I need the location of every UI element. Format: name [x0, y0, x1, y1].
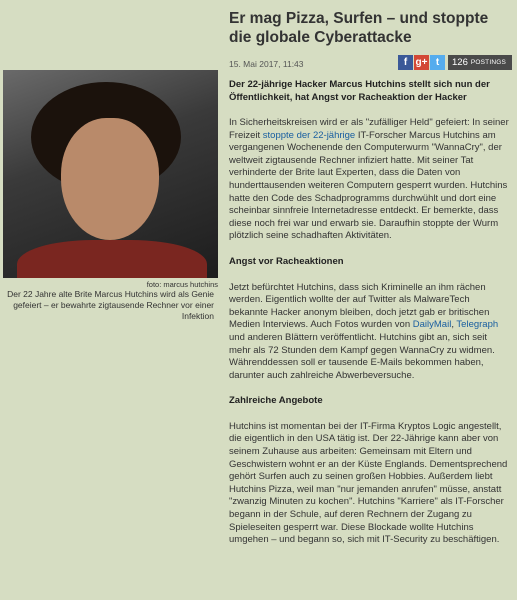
postings-count: 126 — [452, 57, 468, 68]
article-lead: Der 22-jährige Hacker Marcus Hutchins stellt sich nun der Öffentlichkeit, hat Angst vor Racheaktion der Hacker — [229, 79, 490, 103]
paragraph-1-text-a: In Sicherheitskreisen wird er als "zufälliger Held" gefeiert: In seiner Freizeit — [229, 117, 509, 141]
heading-racheaktionen: Angst vor Racheaktionen — [229, 255, 344, 267]
paragraph-1-text-b: IT-Forscher Marcus Hutchins am vergangenen Wochenende den Computerwurm "WannaCry", der weltweit zigtausende Rechner infiziert hatte. Mit seiner Tat verhinderte der Brite laut Experten, dass die Daten von hunderttausenden weiteren Computern gesperrt wurden. Hutchins hatte den Code des Schadprogramms durchwühlt und dort eine scheinbar sinnfreie Internetadresse entdeckt. Er bemerkte, dass diese noch frei war und erwarb sie. Daraufhin stoppte der Wurm plötzlich seine schadhaften Aktivitäten. — [229, 129, 508, 242]
article-title: Er mag Pizza, Surfen – und stoppte die globale Cyberattacke — [229, 10, 489, 46]
link-dailymail[interactable]: DailyMail — [412, 319, 452, 331]
paragraph-2-text-a: Jetzt befürchtet Hutchins, dass sich Kriminelle an ihm rächen werden. Eigentlich wollte der auf Twitter als MalwareTech bekannte Hacker anonym bleiben, doch jetzt gab er britischen Medien Interviews. Auch Fotos wurden von — [229, 281, 490, 331]
photo-column — [0, 70, 222, 322]
article-content — [222, 0, 517, 547]
share-buttons — [398, 55, 446, 70]
article-body — [229, 117, 511, 547]
paragraph-2 — [229, 282, 511, 383]
photo-caption: Der 22 Jahre alte Brite Marcus Hutchins wird als Genie gefeiert – er bewahrte zigtausende Rechner vor einer Infektion — [7, 289, 214, 321]
paragraph-3: Hutchins ist momentan bei der IT-Firma Kryptos Logic angestellt, die eigentlich in den USA tätig ist. Der 22-Jährige kann aber von seinem Zuhause aus arbeiten: Gemeinsam mit Eltern und Geschwistern wohnt er an der Küste Englands. Dementsprechend gehört Surfen auch zu seinen großen Hobbies. Außerdem liebt Hutchins Pizza, weil man "nur jemanden anrufen" müsse, anstatt "zwanzig Minuten zu kochen". Hutchins "Karriere" als IT-Forscher begann in der Schule, auf deren Rechnern der Zugang zu Spieleseiten gesperrt war. Diese Blockade wollte Hutchins umgehen – und begann so, sich mit IT-Security zu beschäftigen. — [229, 420, 508, 546]
heading-angebote: Zahlreiche Angebote — [229, 395, 323, 407]
photo-credit: foto: marcus hutchins — [146, 280, 218, 289]
paragraph-2-text-c: und anderen Blättern veröffentlicht. Hutchins gibt an, sich seit mehr als 72 Stunden dem Kampf gegen WannaCry zu widmen. Währenddessen soll er tausende E-Mails bekommen haben, darunter auch zahlreiche Abwerbeversuche. — [229, 331, 495, 381]
postings-label: POSTINGS — [470, 59, 507, 66]
article-photo[interactable] — [3, 70, 218, 278]
paragraph-2-text-b: , — [451, 319, 457, 331]
twitter-share-icon[interactable]: t — [430, 55, 445, 70]
article-meta — [222, 54, 517, 76]
photo-shirt — [17, 240, 207, 278]
link-stoppte[interactable]: stoppte der 22-jährige — [262, 129, 356, 141]
link-telegraph[interactable]: Telegraph — [456, 319, 499, 331]
googleplus-share-icon[interactable]: g+ — [415, 57, 428, 68]
facebook-share-icon[interactable]: f — [398, 55, 413, 70]
photo-face — [61, 118, 159, 240]
postings-button[interactable] — [448, 55, 512, 70]
paragraph-1 — [229, 117, 511, 243]
article-date: 15. Mai 2017, 11:43 — [229, 59, 304, 69]
